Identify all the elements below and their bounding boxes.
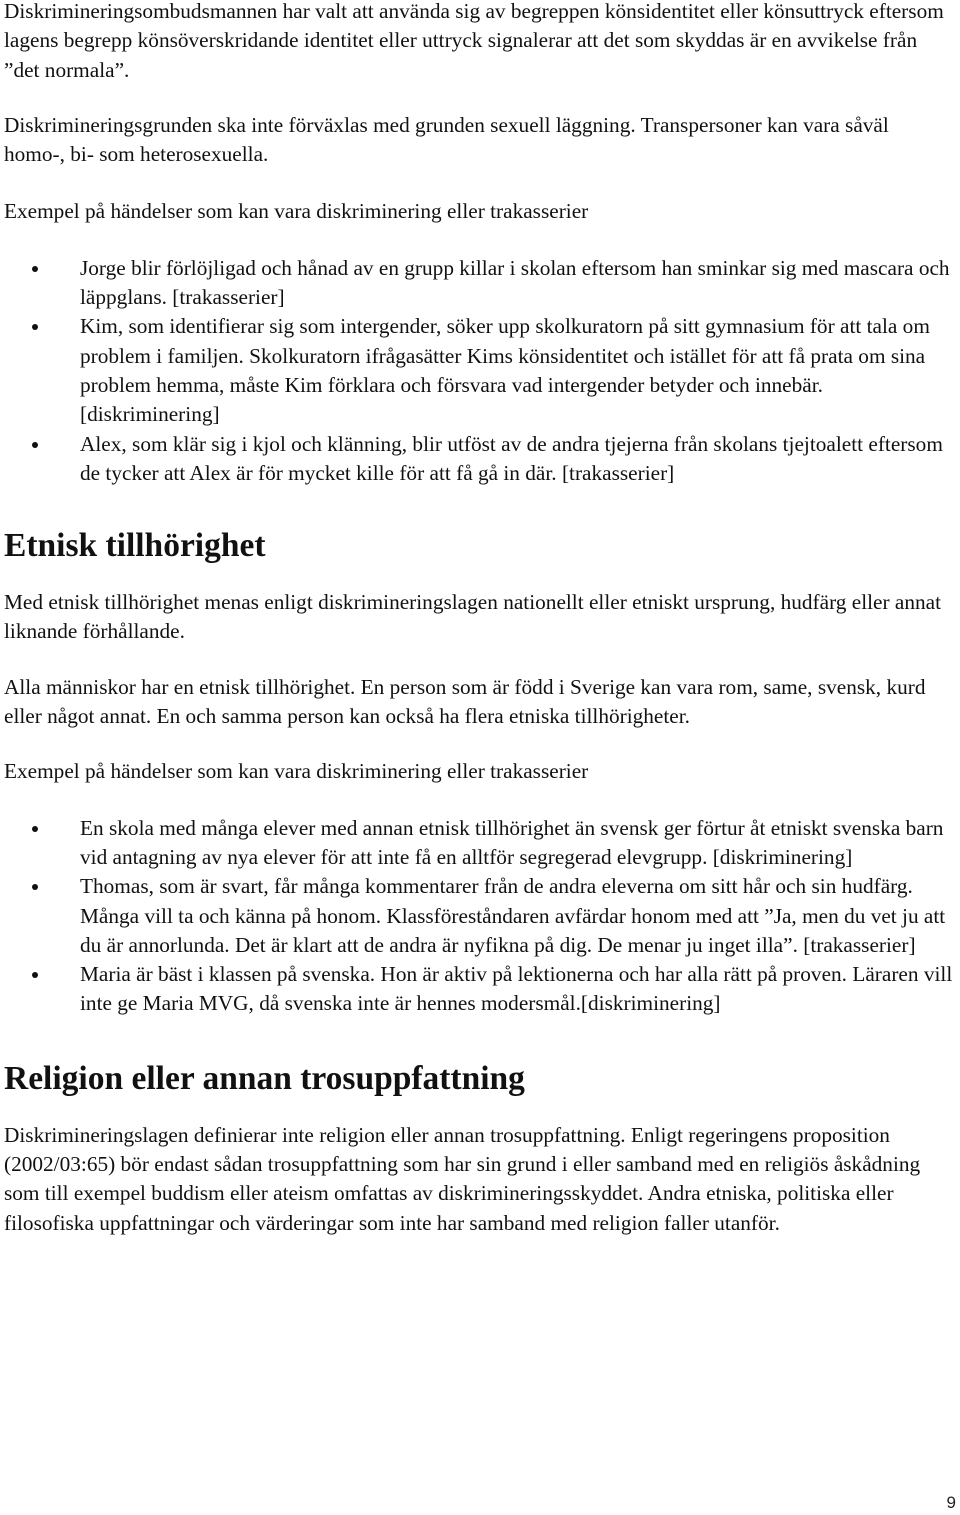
list-item-text: Kim, som identifierar sig som intergender, söker upp skolkuratorn på sitt gymnasium för att tala om problem i familjen. Skolkuratorn ifrågasätter Kims könsidentitet och istället för att få prata om sina problem hemma, måste Kim förklara och försvara vad intergender betyder och innebär. [diskriminering] bbox=[80, 314, 930, 427]
bullet-icon bbox=[32, 972, 38, 978]
bullet-icon bbox=[32, 266, 38, 272]
list-item-text: Maria är bäst i klassen på svenska. Hon är aktiv på lektionerna och har alla rätt på proven. Läraren vill inte ge Maria MVG, då svenska inte är hennes modersmål.[diskriminering] bbox=[80, 962, 953, 1016]
list-item bbox=[4, 430, 954, 489]
list-item bbox=[4, 814, 954, 873]
gender-examples-heading: Exempel på händelser som kan vara diskriminering eller trakasserier bbox=[4, 199, 589, 224]
list-item bbox=[4, 872, 954, 960]
ethnic-paragraph-1: Med etnisk tillhörighet menas enligt diskrimineringslagen nationellt eller etniskt ursprung, hudfärg eller annat liknande förhållande. bbox=[4, 590, 942, 644]
list-item-text: Jorge blir förlöjligad och hånad av en grupp killar i skolan eftersom han sminkar sig med mascara och läppglans. [trakasserier] bbox=[80, 255, 950, 310]
list-item-text: Thomas, som är svart, får många kommentarer från de andra eleverna om sitt hår och sin hudfärg. Många vill ta och känna på honom. Klassföreståndaren avfärdar honom med att ”Ja, men du vet ju att du är annorlunda. Det är klart att de andra är nyfikna på dig. De menar ju inget illa”. [trakasserier] bbox=[80, 874, 946, 957]
intro-paragraph-2: Diskrimineringsgrunden ska inte förväxlas med grunden sexuell läggning. Transpersoner kan vara såväl homo-, bi- som heterosexuella. bbox=[4, 112, 889, 167]
bullet-icon bbox=[32, 442, 38, 448]
list-item-text: En skola med många elever med annan etnisk tillhörighet än svensk ger förtur åt etniskt svenska barn vid antagning av nya elever för att inte få en alltför segregerad elevgrupp. [diskriminering] bbox=[80, 815, 944, 869]
document-page bbox=[4, 0, 954, 1238]
ethnic-paragraph-2: Alla människor har en etnisk tillhörighet. En person som är född i Sverige kan vara rom, same, svensk, kurd eller något annat. En och samma person kan också ha flera etniska tillhörigheter. bbox=[4, 674, 926, 729]
list-item bbox=[4, 254, 954, 313]
list-item-text: Alex, som klär sig i kjol och klänning, blir utföst av de andra tjejerna från skolans tjejtoalett eftersom de tycker att Alex är för mycket kille för att få gå in där. [trakasserier] bbox=[80, 431, 943, 485]
ethnic-examples-heading: Exempel på händelser som kan vara diskriminering eller trakasserier bbox=[4, 759, 589, 784]
section-title-religion: Religion eller annan trosuppfattning bbox=[4, 1059, 525, 1097]
section-title-ethnic: Etnisk tillhörighet bbox=[4, 527, 266, 565]
ethnic-examples-list bbox=[4, 814, 954, 1019]
bullet-icon bbox=[32, 826, 38, 832]
gender-examples-list bbox=[4, 254, 954, 488]
bullet-icon bbox=[32, 324, 38, 330]
religion-paragraph-1: Diskrimineringslagen definierar inte religion eller annan trosuppfattning. Enligt regeringens proposition (2002/03:65) bör endast sådan trosuppfattning som har sin grund i eller samband med en religiös åskådning som till exempel buddism eller ateism omfattas av diskrimineringsskyddet. Andra etniska, politiska eller filosofiska uppfattningar och värderingar som inte har samband med religion faller utanför. bbox=[4, 1122, 921, 1235]
intro-paragraph-1: Diskrimineringsombudsmannen har valt att använda sig av begreppen könsidentitet eller könsuttryck eftersom lagens begrepp könsöverskridande identitet eller uttryck signalerar att det som skyddas är en avvikelse från ”det normala”. bbox=[4, 0, 944, 82]
list-item bbox=[4, 312, 954, 429]
bullet-icon bbox=[32, 884, 38, 890]
page-number: 9 bbox=[946, 1493, 956, 1512]
list-item bbox=[4, 960, 954, 1019]
